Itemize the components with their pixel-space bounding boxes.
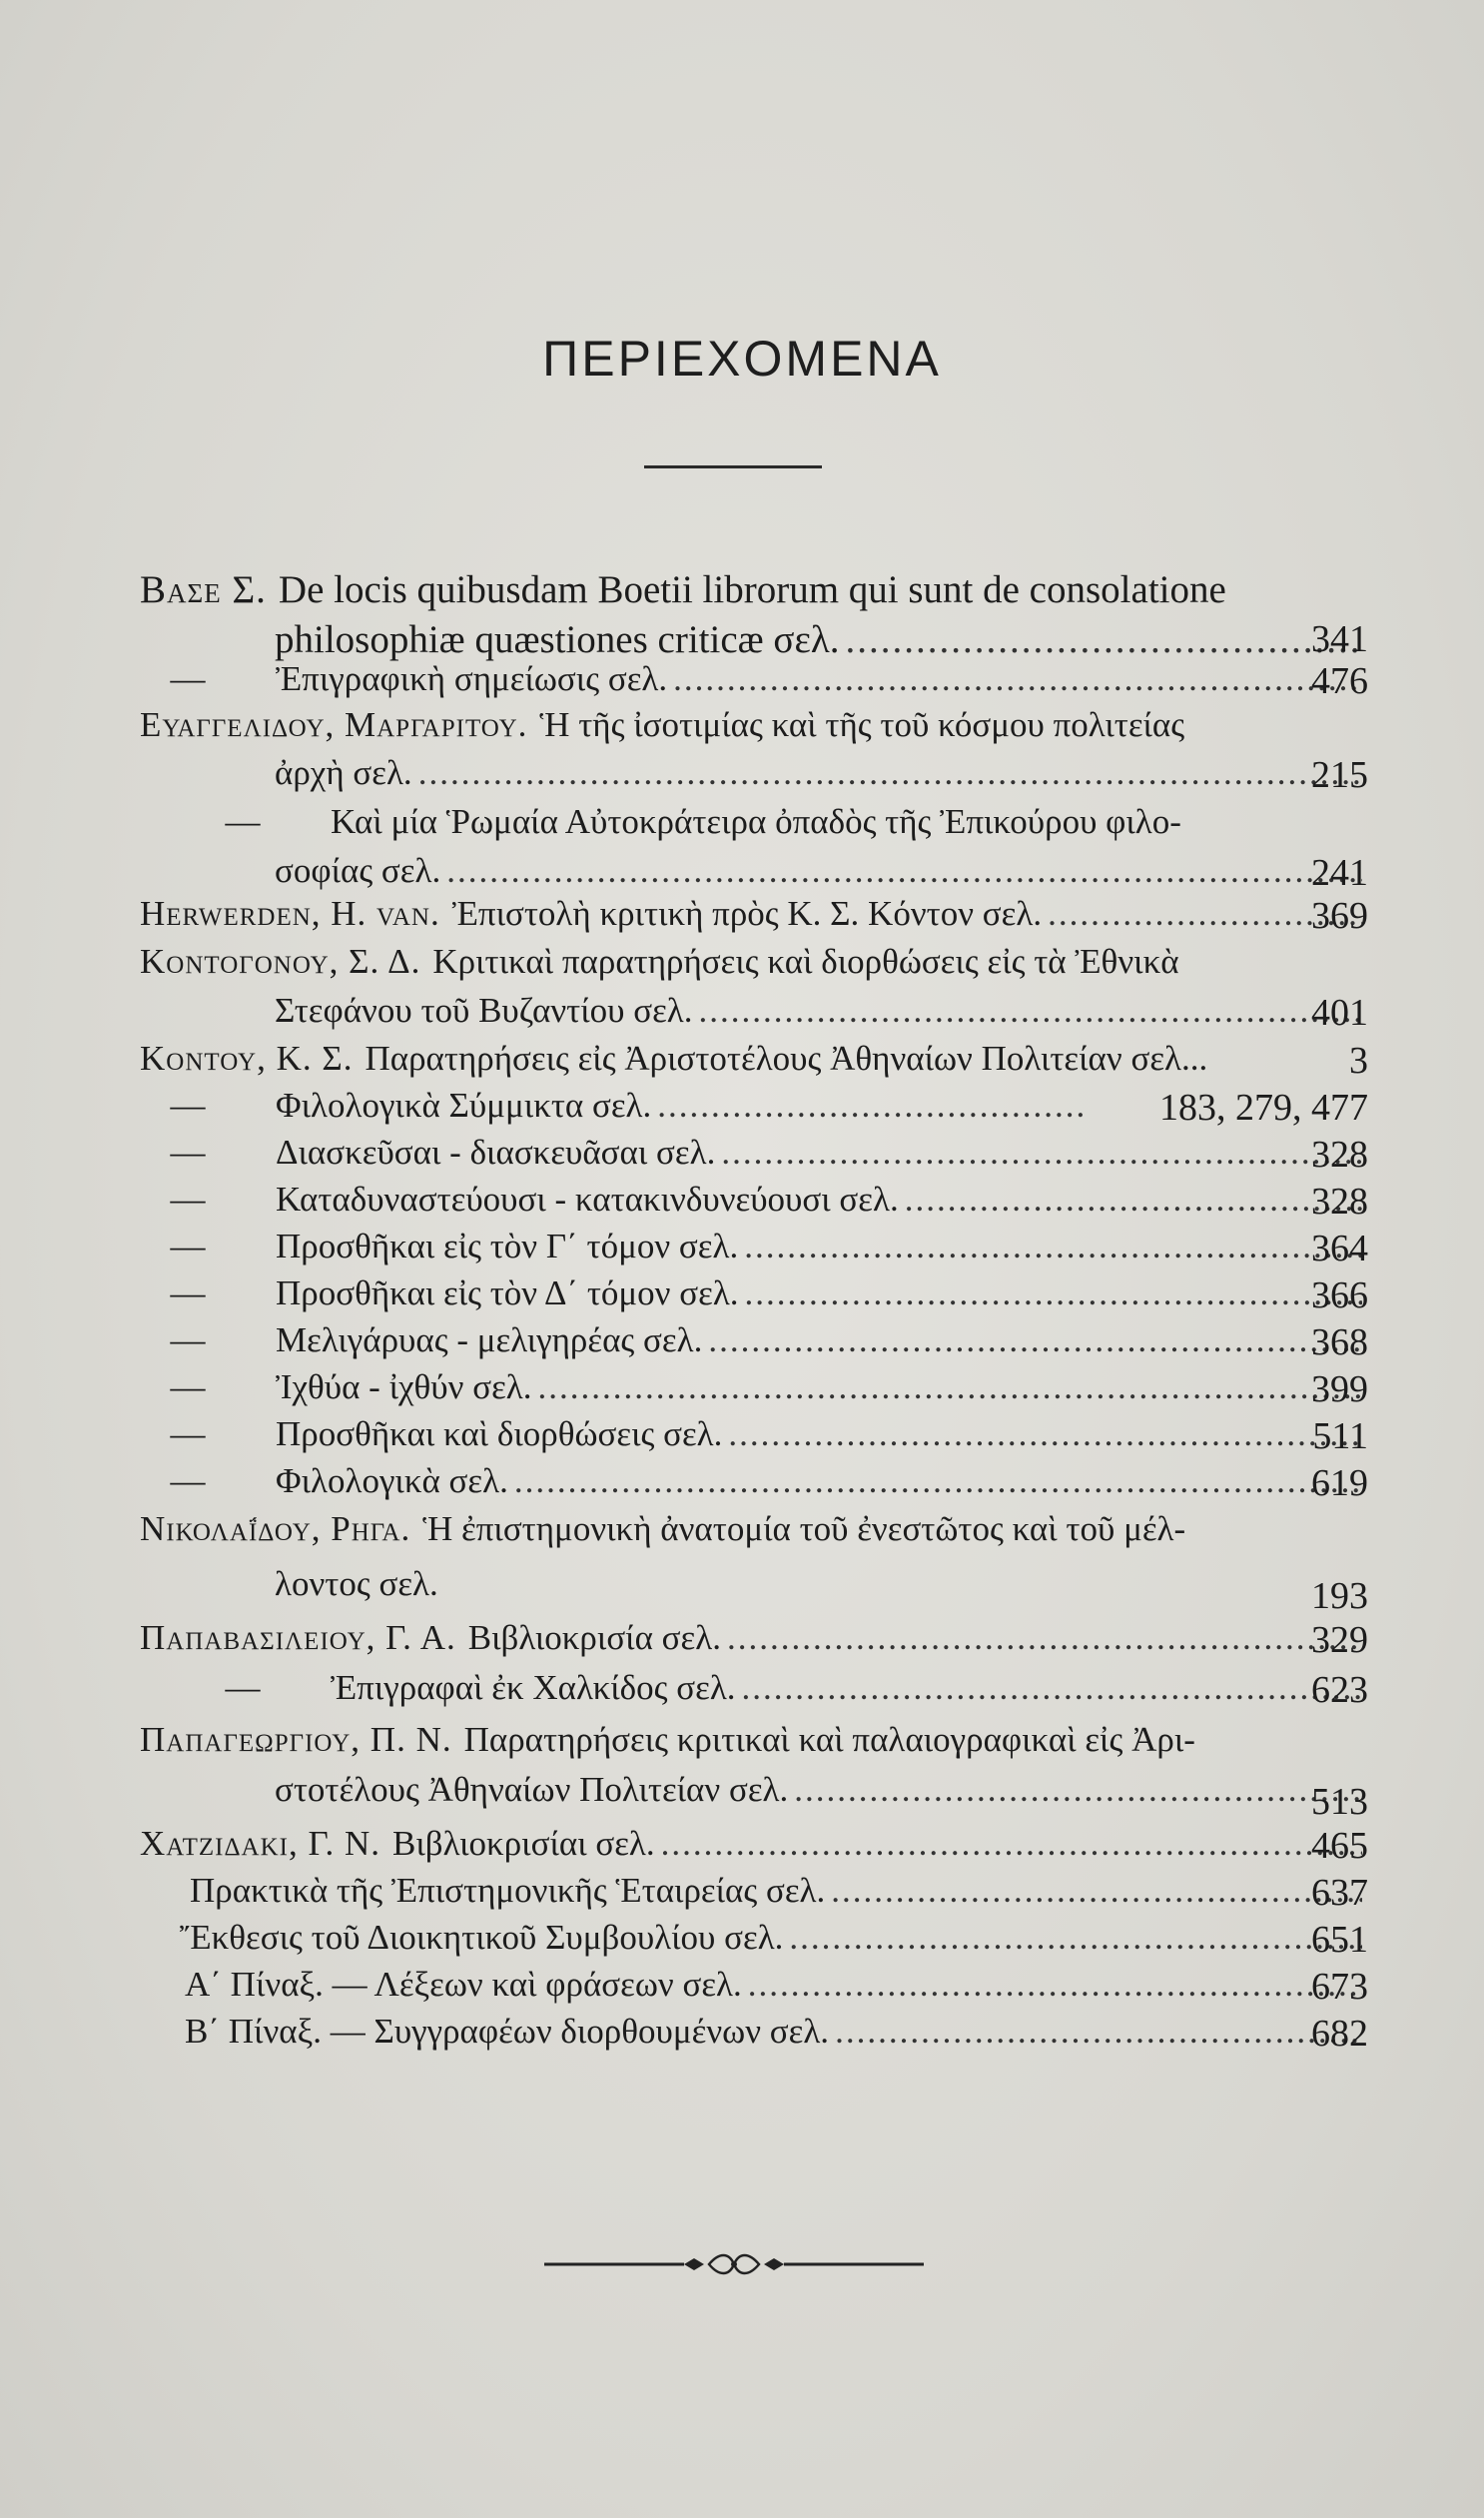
toc-title: Καταδυναστεύουσι - κατακινδυνεύουσι σελ.	[276, 1180, 899, 1219]
leader-dots	[794, 1770, 1362, 1810]
toc-page: 341	[1311, 618, 1368, 660]
toc-title: Βιβλιοκρισία σελ.	[467, 1618, 721, 1657]
toc-page: 511	[1312, 1415, 1368, 1457]
leader-dots	[845, 617, 1362, 662]
toc-page: 673	[1311, 1966, 1368, 2008]
toc-entry	[160, 1180, 1368, 1232]
ditto-dash: —	[170, 1461, 206, 1500]
toc-title: Ἡ ἐπιστημονικὴ ἀνατομία τοῦ ἐνεστῶτος καὶ τοῦ μέλ-	[422, 1509, 1186, 1548]
ditto-dash: —	[170, 1133, 206, 1172]
toc-entry	[160, 1320, 1368, 1372]
leader-dots	[661, 1824, 1362, 1864]
toc-page: 637	[1311, 1872, 1368, 1914]
toc-page: 623	[1311, 1669, 1368, 1711]
leader-dots	[727, 1618, 1362, 1658]
leader-dots	[514, 1461, 1362, 1501]
toc-title: philosophiæ quæstiones criticæ σελ.	[275, 618, 840, 661]
toc-entry	[140, 567, 1368, 619]
page-title: ΠΕΡΙΕΧΟΜΕΝΑ	[542, 331, 942, 387]
toc-page: 651	[1311, 1919, 1368, 1961]
toc-title: Καὶ μία Ῥωμαία Αὐτοκράτειρα ὀπαδὸς τῆς Ἐπικούρου φιλο-	[331, 802, 1181, 841]
leader-dots	[418, 753, 1362, 793]
leader-dots	[699, 991, 1363, 1031]
toc-page: 241	[1311, 852, 1368, 894]
toc-entry	[140, 894, 1368, 946]
toc-author: Βασε Σ.	[140, 568, 267, 611]
toc-title: Προσθῆκαι καὶ διορθώσεις σελ.	[276, 1414, 723, 1453]
toc-title: Πρακτικὰ τῆς Ἐπιστημονικῆς Ἑταιρείας σελ.	[190, 1871, 826, 1910]
toc-entry	[215, 1668, 1368, 1720]
leader-dots	[744, 1227, 1362, 1266]
leader-dots	[742, 1668, 1362, 1708]
toc-page: 366	[1311, 1274, 1368, 1316]
toc-title: Παρατηρήσεις εἰς Ἀριστοτέλους Ἀθηναίων Πολιτείαν σελ...	[365, 1039, 1208, 1078]
toc-title: Ἐπιγραφικὴ σημείωσις σελ.	[276, 659, 668, 698]
toc-page: 513	[1311, 1781, 1368, 1823]
toc-title: Β΄ Πίναξ. — Συγγραφέων διορθουμένων σελ.	[185, 2012, 830, 2051]
leader-dots	[673, 659, 1362, 699]
toc-title: Α΄ Πίναξ. — Λέξεων καὶ φράσεων σελ.	[185, 1965, 742, 2004]
toc-entry	[160, 1367, 1368, 1419]
toc-title: Προσθῆκαι εἰς τὸν Γ΄ τόμον σελ.	[276, 1227, 739, 1265]
toc-page: 193	[1311, 1575, 1368, 1617]
toc-entry	[160, 1086, 1368, 1138]
leader-dots	[745, 1273, 1362, 1313]
toc-author: Herwerden, H. van.	[140, 894, 440, 933]
toc-author: Χατζιδακι, Γ. Ν.	[140, 1824, 381, 1863]
toc-entry	[140, 1618, 1368, 1670]
toc-page: 368	[1311, 1321, 1368, 1363]
toc-page: 682	[1311, 2013, 1368, 2055]
toc-page: 465	[1311, 1825, 1368, 1867]
toc-page: 476	[1311, 660, 1368, 702]
toc-title: Ἰχθύα - ἰχθύν σελ.	[276, 1367, 532, 1406]
toc-title: Ἐπιγραφαὶ ἐκ Χαλκίδος σελ.	[331, 1668, 736, 1707]
leader-dots	[835, 2012, 1362, 2052]
toc-entry	[160, 1273, 1368, 1325]
leader-dots	[748, 1965, 1362, 2005]
toc-page: 369	[1311, 895, 1368, 937]
toc-author: Παπαγεωργιου, Π. Ν.	[140, 1720, 452, 1759]
toc-entry	[140, 1039, 1368, 1091]
ditto-dash: —	[225, 802, 261, 841]
leader-dots	[831, 1871, 1362, 1911]
ditto-dash: —	[170, 1273, 206, 1312]
toc-entry	[215, 802, 1368, 854]
toc-entry	[185, 1965, 1368, 2017]
toc-page: 215	[1311, 754, 1368, 796]
toc-entry	[275, 991, 1368, 1043]
toc-title: Προσθῆκαι εἰς τὸν Δ΄ τόμον σελ.	[276, 1273, 739, 1312]
toc-title: ἀρχὴ σελ.	[275, 753, 412, 792]
toc-page: 399	[1311, 1368, 1368, 1410]
toc-author: Παπαβασιλειου, Γ. Α.	[140, 1618, 456, 1657]
toc-entry	[275, 753, 1368, 805]
toc-entry	[185, 2012, 1368, 2064]
toc-title: Φιλολογικὰ σελ.	[276, 1461, 508, 1500]
toc-title: Παρατηρήσεις κριτικαὶ καὶ παλαιογραφικαὶ εἰς Ἀρι-	[463, 1720, 1195, 1759]
leader-dots	[728, 1414, 1362, 1454]
leader-dots	[721, 1133, 1362, 1173]
ditto-dash: —	[170, 1414, 206, 1453]
toc-title: Ἐπιστολὴ κριτικὴ πρὸς Κ. Σ. Κόντον σελ.	[451, 894, 1043, 933]
toc-author: Ευαγγελιδου, Μαργαριτου.	[140, 705, 528, 744]
toc-page: 619	[1311, 1462, 1368, 1504]
leader-dots	[657, 1086, 1089, 1126]
toc-entry	[275, 1770, 1368, 1822]
toc-title: Ἡ τῆς ἰσοτιμίας καὶ τῆς τοῦ κόσμου πολιτείας	[539, 705, 1185, 744]
toc-title: λοντος σελ.	[275, 1564, 438, 1603]
toc-entry	[140, 1720, 1368, 1772]
ditto-dash: —	[170, 1320, 206, 1359]
leader-dots	[446, 851, 1362, 891]
toc-page: 329	[1311, 1619, 1368, 1661]
toc-entry	[160, 659, 1368, 711]
ornament-divider	[544, 2252, 924, 2276]
toc-entry	[160, 1133, 1368, 1185]
toc-title: De locis quibusdam Boetii librorum qui sunt de consolatione	[278, 568, 1226, 611]
toc-title: Κριτικαὶ παρατηρήσεις καὶ διορθώσεις εἰς τὰ Ἐθνικὰ	[432, 942, 1179, 981]
toc-title: Στεφάνου τοῦ Βυζαντίου σελ.	[275, 991, 693, 1030]
leader-dots	[708, 1320, 1362, 1360]
toc-title: στοτέλους Ἀθηναίων Πολιτείαν σελ.	[275, 1770, 789, 1809]
toc-entry	[275, 1564, 1368, 1616]
ditto-dash: —	[170, 1367, 206, 1406]
toc-title: Μελιγάρυας - μελιγηρέας σελ.	[276, 1320, 703, 1359]
toc-page: 328	[1311, 1134, 1368, 1176]
toc-page: 401	[1311, 992, 1368, 1034]
leader-dots	[537, 1367, 1362, 1407]
toc-author: Νικολαΐδου, Ρηγα.	[140, 1509, 411, 1548]
ditto-dash: —	[170, 1086, 206, 1125]
toc-entry	[140, 1509, 1368, 1561]
toc-author: Κοντου, Κ. Σ.	[140, 1039, 354, 1078]
leader-dots	[789, 1918, 1362, 1958]
toc-page: 3	[1349, 1040, 1368, 1082]
toc-entry	[180, 1918, 1368, 1970]
toc-entry	[140, 942, 1368, 994]
ditto-dash: —	[170, 659, 206, 698]
toc-page: 183, 279, 477	[1159, 1087, 1368, 1129]
toc-title: σοφίας σελ.	[275, 851, 441, 890]
toc-page: 328	[1311, 1181, 1368, 1223]
ditto-dash: —	[170, 1180, 206, 1219]
ditto-dash: —	[170, 1227, 206, 1265]
toc-title: Φιλολογικὰ Σύμμικτα σελ.	[276, 1086, 652, 1125]
toc-entry	[160, 1414, 1368, 1466]
toc-title: Βιβλιοκρισίαι σελ.	[392, 1824, 655, 1863]
toc-title: Διασκεῦσαι - διασκευᾶσαι σελ.	[276, 1133, 716, 1172]
toc-title: Ἔκθεσις τοῦ Διοικητικοῦ Συμβουλίου σελ.	[180, 1918, 784, 1957]
toc-entry	[160, 1227, 1368, 1278]
toc-author: Κοντογονου, Σ. Δ.	[140, 942, 421, 981]
toc-entry	[190, 1871, 1368, 1923]
toc-entry	[160, 1461, 1368, 1513]
toc-entry	[140, 1824, 1368, 1876]
toc-page: 364	[1311, 1228, 1368, 1269]
leader-dots	[905, 1180, 1362, 1220]
ditto-dash: —	[225, 1668, 261, 1707]
toc-entry	[140, 705, 1368, 757]
